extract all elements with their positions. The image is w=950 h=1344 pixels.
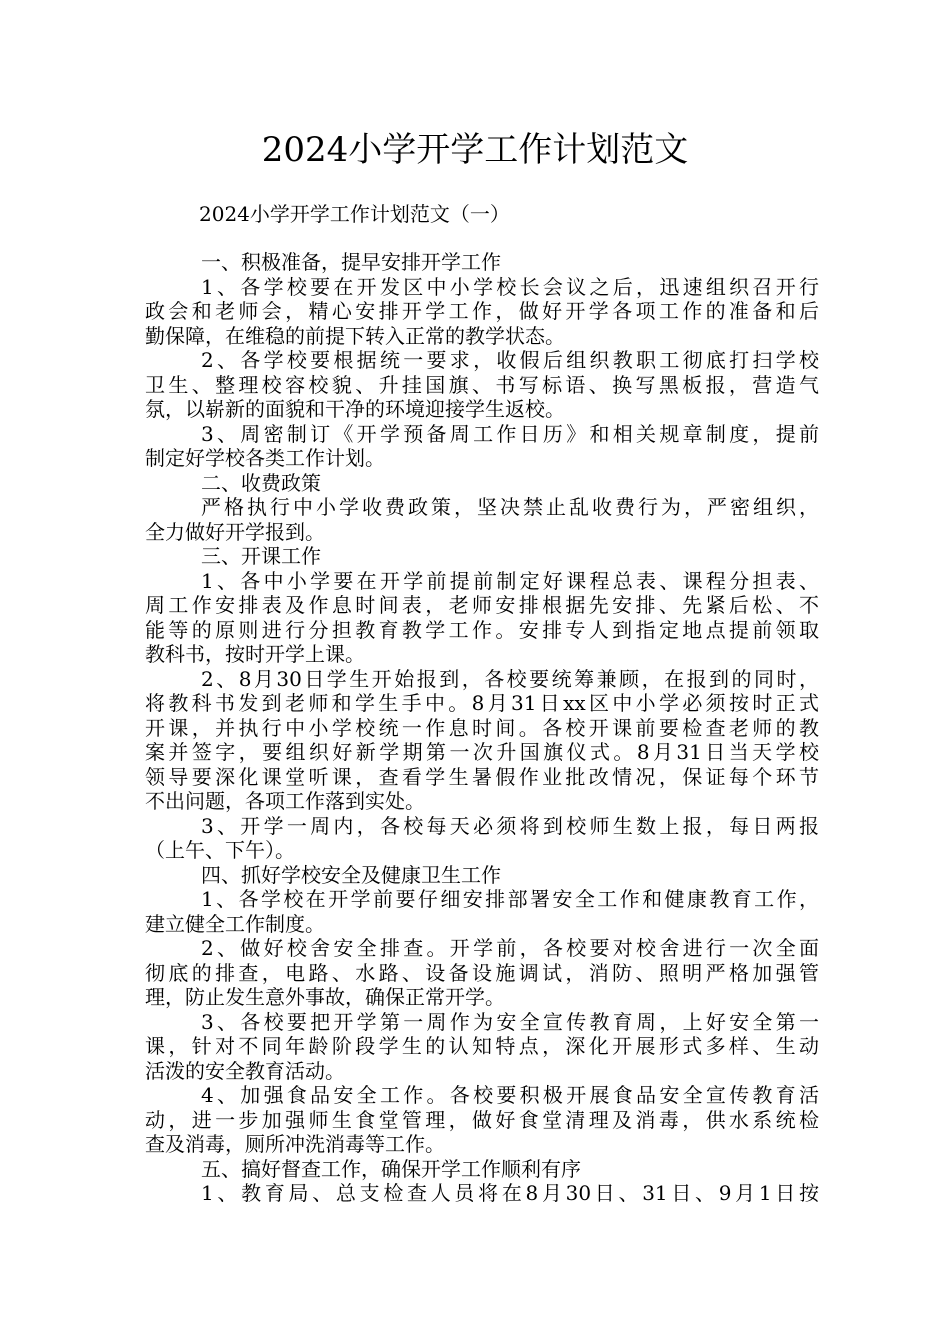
body-text-line: 3、各校要把开学第一周作为安全宣传教育周，上好安全第一 [201, 1009, 819, 1034]
body-text-line: 三、开课工作 [201, 544, 321, 568]
body-text-line: 将教科书发到老师和学生手中。8月31日xx区中小学必须按时正式 [145, 691, 819, 715]
body-text-line: 彻底的排查，电路、水路、设备设施调试，消防、照明严格加强管 [145, 960, 819, 985]
body-text-line: 不出问题，各项工作落到实处。 [145, 789, 425, 813]
body-text-line: 1、各学校要在开发区中小学校长会议之后，迅速组织召开行 [201, 274, 819, 299]
body-text-line: 活泼的安全教育活动。 [145, 1058, 345, 1083]
body-text-line: 4、加强食品安全工作。各校要积极开展食品安全宣传教育活 [201, 1083, 819, 1107]
body-text-line: 能等的原则进行分担教育教学工作。安排专人到指定地点提前领取 [145, 617, 819, 642]
body-text-line: 领导要深化课堂听课，查看学生暑假作业批改情况，保证每个环节 [145, 764, 819, 789]
body-text-line: 全力做好开学报到。 [145, 519, 325, 544]
body-text-line: 2、8月30日学生开始报到，各校要统筹兼顾，在报到的同时， [201, 666, 819, 691]
body-text-line: 1、各学校在开学前要仔细安排部署安全工作和健康教育工作， [201, 887, 819, 911]
body-text-line: 勤保障，在维稳的前提下转入正常的教学状态。 [145, 323, 565, 348]
document-subtitle: 2024小学开学工作计划范文（一） [199, 202, 510, 226]
body-text-line: 卫生、整理校容校貌、升挂国旗、书写标语、换写黑板报，营造气 [145, 372, 819, 397]
body-text-line: 一、积极准备，提早安排开学工作 [201, 250, 501, 274]
document-title: 2024小学开学工作计划范文 [261, 130, 689, 170]
body-text-line: 政会和老师会，精心安排开学工作，做好开学各项工作的准备和后 [145, 299, 819, 323]
document-body [145, 250, 819, 1206]
body-text-line: 制定好学校各类工作计划。 [145, 446, 385, 470]
body-text-line: 开课，并执行中小学校统一作息时间。各校开课前要检查老师的教 [145, 715, 819, 740]
body-text-line: 2、做好校舍安全排查。开学前，各校要对校舍进行一次全面 [201, 936, 819, 960]
body-text-line: 查及消毒，厕所冲洗消毒等工作。 [145, 1132, 445, 1156]
body-text-line: 周工作安排表及作息时间表，老师安排根据先安排、先紧后松、不 [145, 593, 819, 617]
body-text-line: 严格执行中小学收费政策，坚决禁止乱收费行为，严密组织， [201, 495, 819, 519]
body-text-line: 2、各学校要根据统一要求，收假后组织教职工彻底打扫学校 [201, 348, 819, 372]
body-text-line: 四、抓好学校安全及健康卫生工作 [201, 862, 501, 887]
body-text-line: 1、各中小学要在开学前提前制定好课程总表、课程分担表、 [201, 568, 819, 593]
body-text-line: 二、收费政策 [201, 470, 321, 495]
body-text-line: 课，针对不同年龄阶段学生的认知特点，深化开展形式多样、生动 [145, 1034, 819, 1058]
body-text-line: 3、开学一周内，各校每天必须将到校师生数上报，每日两报 [201, 813, 819, 838]
body-text-line: （上午、下午）。 [145, 838, 295, 862]
body-text-line: 建立健全工作制度。 [145, 911, 325, 936]
body-text-line: 理，防止发生意外事故，确保正常开学。 [145, 985, 505, 1009]
body-text-line: 案并签字，要组织好新学期第一次升国旗仪式。8月31日当天学校 [145, 740, 819, 764]
body-text-line: 教科书，按时开学上课。 [145, 642, 365, 666]
body-text-line: 3、周密制订《开学预备周工作日历》和相关规章制度，提前 [201, 421, 819, 446]
body-text-line: 1、教育局、总支检查人员将在8月30日、31日、9月1日按 [201, 1181, 819, 1205]
body-text-line: 氛，以崭新的面貌和干净的环境迎接学生返校。 [145, 397, 565, 421]
body-text-line: 动，进一步加强师生食堂管理，做好食堂清理及消毒，供水系统检 [145, 1107, 819, 1132]
body-text-line: 五、搞好督查工作，确保开学工作顺利有序 [201, 1156, 581, 1181]
